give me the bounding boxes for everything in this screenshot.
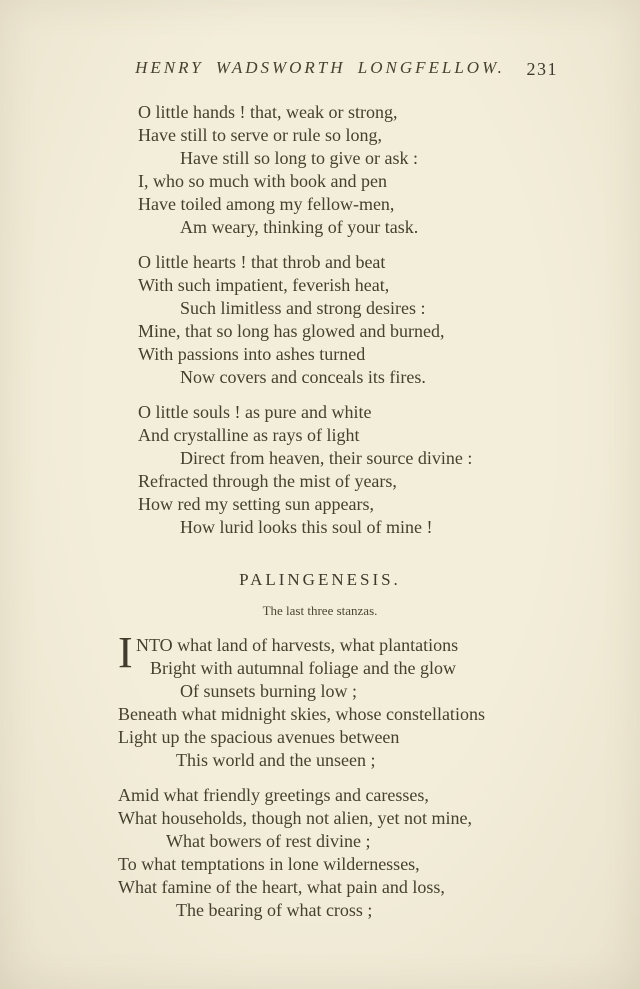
stanza	[138, 101, 472, 239]
poem-fragment	[138, 101, 472, 551]
poem-line: Beneath what midnight skies, whose constellations	[118, 704, 485, 724]
stanza	[118, 784, 588, 922]
page-number: 231	[526, 59, 558, 79]
poem-line: And crystalline as rays of light	[138, 425, 360, 445]
poem-line: This world and the unseen ;	[176, 750, 376, 770]
poem-line: Light up the spacious avenues between	[118, 727, 400, 747]
stanza	[138, 251, 472, 389]
poem-line: What households, though not alien, yet not mine,	[118, 808, 472, 828]
poem-subtitle: The last three stanzas.	[262, 603, 378, 618]
poem-line: Mine, that so long has glowed and burned,	[138, 321, 445, 341]
drop-cap: I	[118, 628, 133, 677]
poem-line: With passions into ashes turned	[138, 344, 366, 364]
poem-line: Amid what friendly greetings and caresses,	[118, 785, 429, 805]
poem-line: NTO what land of harvests, what plantations	[136, 635, 459, 655]
poem-line: How lurid looks this soul of mine !	[180, 517, 433, 537]
poem-line: How red my setting sun appears,	[138, 494, 374, 514]
poem-line: Have still to serve or rule so long,	[138, 125, 382, 145]
poem-line: What famine of the heart, what pain and loss,	[118, 877, 445, 897]
poem-line: Have toiled among my fellow-men,	[138, 194, 395, 214]
stanza	[138, 401, 472, 539]
poem-line: O little hearts ! that throb and beat	[138, 252, 386, 272]
poem-line: With such impatient, feverish heat,	[138, 275, 390, 295]
page-header	[0, 58, 640, 84]
running-title: HENRY WADSWORTH LONGFELLOW.	[135, 58, 505, 77]
poem-line: Such limitless and strong desires :	[180, 298, 426, 318]
poem-line: Have still so long to give or ask :	[180, 148, 418, 168]
poem-title: PALINGENESIS.	[239, 570, 401, 589]
poem-line: Bright with autumnal foliage and the glow	[150, 658, 456, 678]
poem-line: O little hands ! that, weak or strong,	[138, 102, 398, 122]
poem-line: What bowers of rest divine ;	[166, 831, 371, 851]
poem-line: Am weary, thinking of your task.	[180, 217, 419, 237]
poem-palingenesis	[118, 628, 588, 934]
poem-line: Refracted through the mist of years,	[138, 471, 397, 491]
poem-line: The bearing of what cross ;	[176, 900, 373, 920]
poem-line: I, who so much with book and pen	[138, 171, 387, 191]
poem-line: O little souls ! as pure and white	[138, 402, 372, 422]
stanza	[118, 628, 588, 772]
poem-line: To what temptations in lone wildernesses,	[118, 854, 420, 874]
poem-line: Direct from heaven, their source divine :	[180, 448, 473, 468]
poem-line: Now covers and conceals its fires.	[180, 367, 426, 387]
poem-line: Of sunsets burning low ;	[180, 681, 357, 701]
